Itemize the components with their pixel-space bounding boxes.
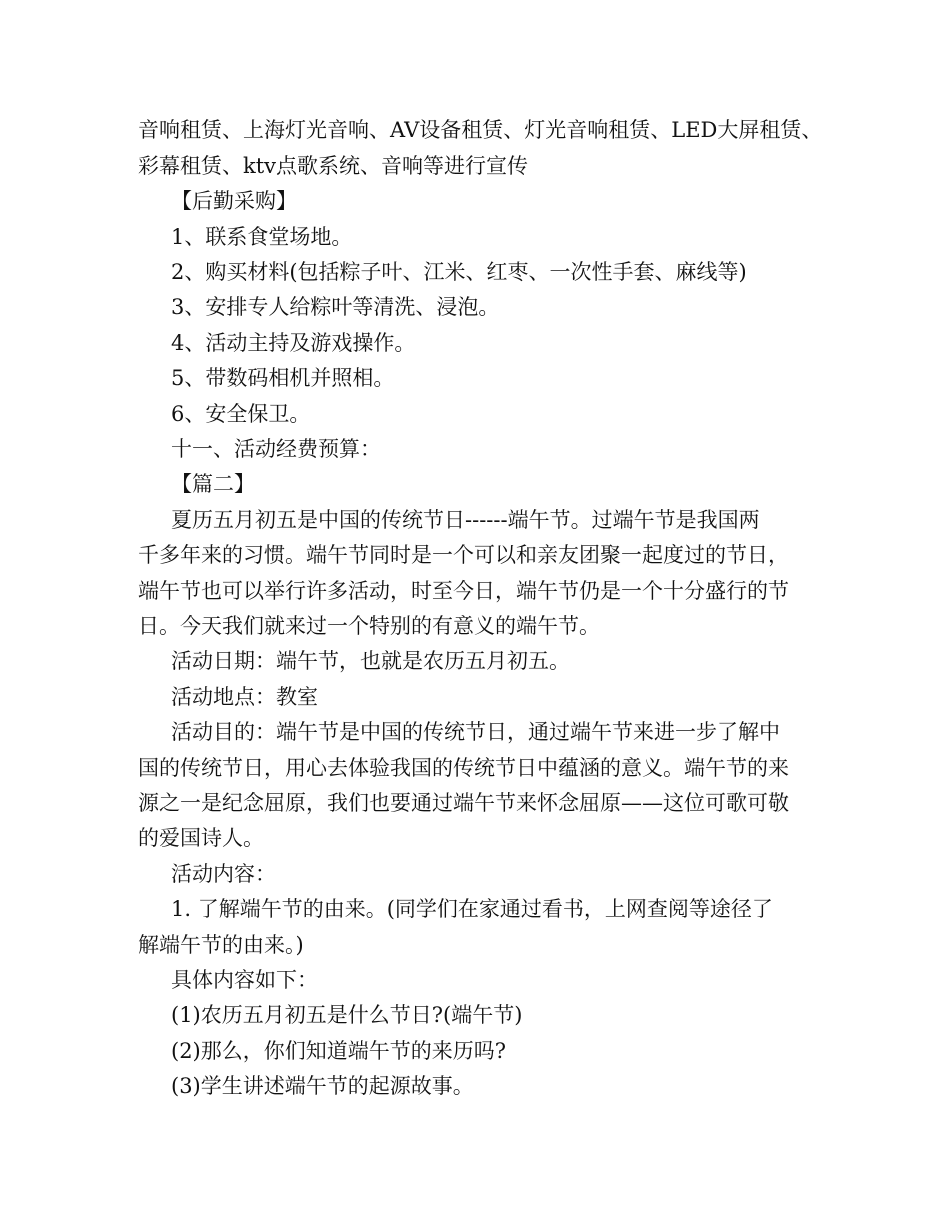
text-line: 彩幕租赁、ktv点歌系统、音响等进行宣传 xyxy=(138,154,529,178)
text-line: 音响租赁、上海灯光音响、AV设备租赁、灯光音响租赁、LED大屏租赁、 xyxy=(138,118,823,142)
list-item: 1、联系食堂场地。 xyxy=(171,225,353,249)
paragraph-line: 源之一是纪念屈原，我们也要通过端午节来怀念屈原——这位可歌可敬 xyxy=(138,791,789,815)
list-item: (3)学生讲述端午节的起源故事。 xyxy=(171,1074,474,1098)
list-item: (2)那么，你们知道端午节的来历吗? xyxy=(171,1039,507,1063)
paragraph-line: 具体内容如下： xyxy=(171,968,318,992)
paragraph-line: 日。今天我们就来过一个特别的有意义的端午节。 xyxy=(138,614,600,638)
list-item: 2、购买材料(包括粽子叶、江米、红枣、一次性手套、麻线等) xyxy=(171,260,747,284)
paragraph-line: 1. 了解端午节的由来。(同学们在家通过看书，上网查阅等途径了 xyxy=(171,897,773,921)
section-heading: 十一、活动经费预算： xyxy=(171,437,381,461)
list-item: 6、安全保卫。 xyxy=(171,402,311,426)
list-item: 3、安排专人给粽叶等清洗、浸泡。 xyxy=(171,295,500,319)
paragraph-line: 活动目的：端午节是中国的传统节日，通过端午节来进一步了解中 xyxy=(171,720,780,744)
paragraph-line: 夏历五月初五是中国的传统节日------端午节。过端午节是我国两 xyxy=(171,508,760,532)
paragraph-line: 解端午节的由来。) xyxy=(138,933,304,957)
paragraph-line: 千多年来的习惯。端午节同时是一个可以和亲友团聚一起度过的节日， xyxy=(138,543,789,567)
list-item: 5、带数码相机并照相。 xyxy=(171,366,395,390)
paragraph-line: 国的传统节日，用心去体验我国的传统节日中蕴涵的意义。端午节的来 xyxy=(138,756,789,780)
section-heading: 【后勤采购】 xyxy=(171,189,297,213)
paragraph-line: 活动日期：端午节，也就是农历五月初五。 xyxy=(171,649,570,673)
paragraph-line: 活动地点：教室 xyxy=(171,685,318,709)
paragraph-line: 端午节也可以举行许多活动，时至今日，端午节仍是一个十分盛行的节 xyxy=(138,579,789,603)
list-item: (1)农历五月初五是什么节日?(端午节) xyxy=(171,1003,523,1027)
paragraph-line: 的爱国诗人。 xyxy=(138,826,264,850)
section-heading: 【篇二】 xyxy=(171,472,255,496)
list-item: 4、活动主持及游戏操作。 xyxy=(171,331,416,355)
paragraph-line: 活动内容： xyxy=(171,862,276,886)
